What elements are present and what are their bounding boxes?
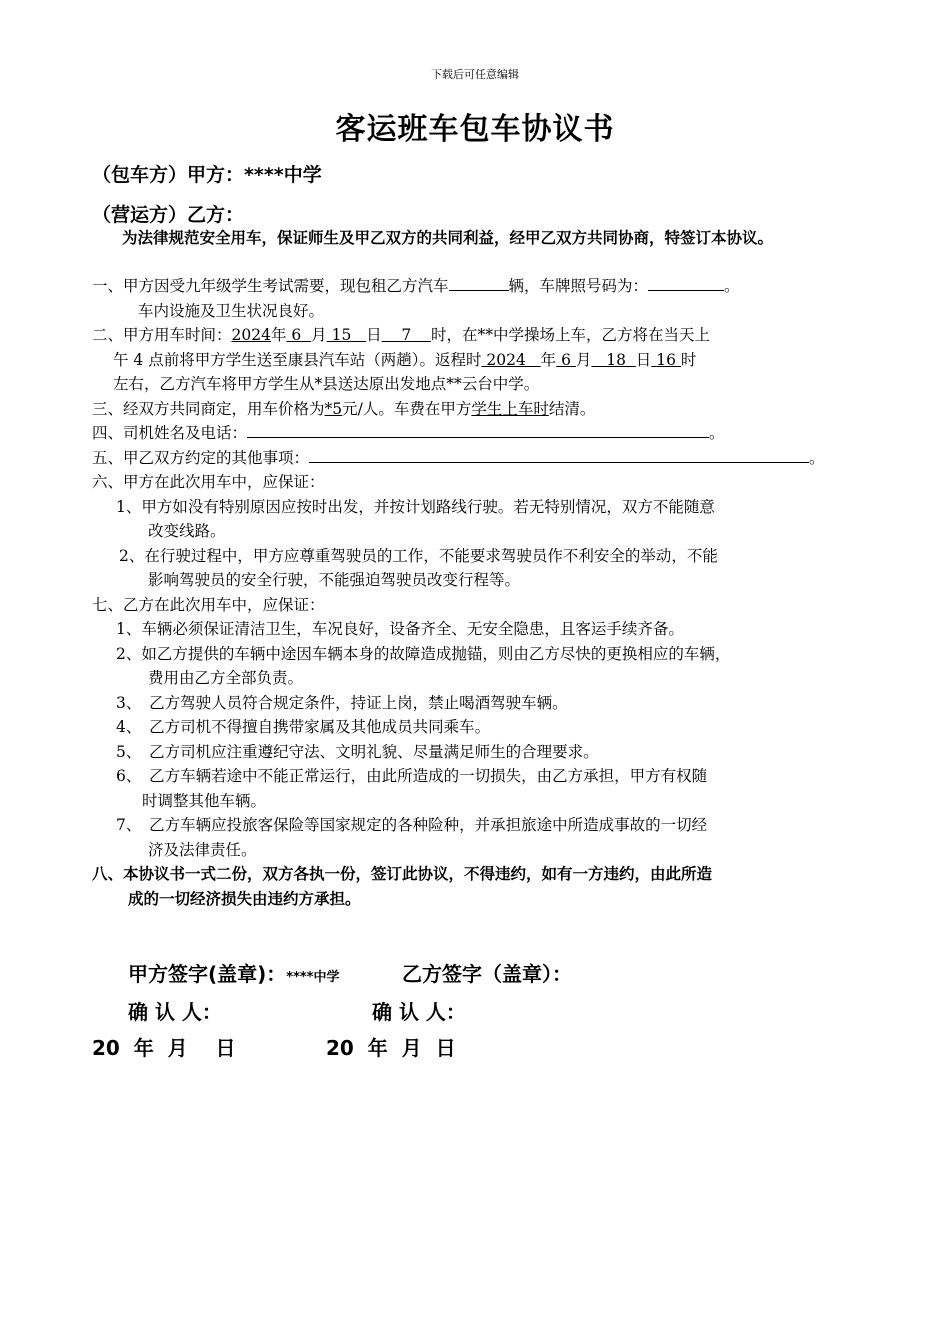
header-note: 下载后可任意编辑 (431, 68, 519, 81)
section-7-item-2: 2、如乙方提供的车辆中途因车辆本身的故障造成抛锚，则由乙方尽快的更换相应的车辆， (116, 644, 731, 663)
signature-a-label: 甲方签字(盖章)： (128, 962, 287, 986)
section-5: 五、甲乙双方约定的其他事项： 。 (92, 446, 882, 471)
return-year: 2024 (486, 350, 526, 369)
section-7-item-6: 6、 乙方车辆若途中不能正常运行，由此所造成的一切损失，由乙方承担，甲方有权随 (116, 767, 708, 785)
section-7-item-7-cont: 济及法律责任。 (148, 840, 257, 859)
section-6-item-2-cont: 影响驾驶员的安全行驶，不能强迫驾驶员改变行程等。 (148, 571, 521, 589)
confirm-person-a: 确 认 人： (128, 1000, 222, 1024)
other-terms-blank (309, 446, 809, 463)
confirm-person-b: 确 认 人： (372, 1000, 466, 1024)
signature-b-label: 乙方签字（盖章）： (402, 962, 572, 986)
section-7-item-1: 1、车辆必须保证清洁卫生，车况良好，设备齐全、无安全隐患，且客运手续齐备。 (116, 620, 684, 638)
section-6-item-2: 2、在行驶过程中，甲方应尊重驾驶员的工作，不能要求驾驶员作不利安全的举动，不能 (119, 546, 718, 565)
depart-day: 15 (331, 326, 352, 344)
section-7-item-3: 3、 乙方驾驶人员符合规定条件，持证上岗，禁止喝酒驾驶车辆。 (116, 693, 568, 712)
return-day: 18 (606, 350, 626, 369)
section-4: 四、司机姓名及电话： 。 (92, 421, 882, 446)
agreement-body (92, 274, 882, 911)
date-a: 20 年 月 日 (92, 1036, 236, 1060)
payment-time: 学生上车时 (471, 399, 549, 418)
section-6-head: 六、甲方在此次用车中，应保证： (92, 473, 325, 491)
section-8-cont: 成的一切经济损失由违约方承担。 (128, 889, 361, 908)
return-month: 6 (561, 350, 571, 369)
party-a: （包车方）甲方：****中学 (92, 164, 322, 186)
party-b: （营运方）乙方： (92, 204, 245, 226)
section-2-cont: 午 4 点前将甲方学生送至康县汽车站（两趟）。返程时 2024 年 6 月 18 日 16 时 (113, 350, 697, 369)
section-7-item-4: 4、 乙方司机不得擅自携带家属及其他成员共同乘车。 (116, 718, 491, 736)
signature-a (128, 958, 339, 987)
intro-paragraph: 为法律规范安全用车，保证师生及甲乙双方的共同利益，经甲乙双方共同协商，特签订本协议。 (122, 229, 774, 247)
depart-hour: 7 (401, 326, 412, 344)
vehicle-count-blank (449, 274, 509, 291)
section-7-item-5: 5、 乙方司机应注重遵纪守法、文明礼貌、尽量满足师生的合理要求。 (116, 742, 599, 761)
return-hour: 16 (656, 350, 676, 369)
section-1-cont: 车内设施及卫生状况良好。 (138, 301, 325, 320)
section-2: 二、甲方用车时间：2024年 6 月 15 日 7 时，在**中学操场上车，乙方将在当天上 (92, 326, 710, 344)
section-6-item-1-cont: 改变线路。 (148, 522, 226, 540)
signature-a-name: ****中学 (286, 970, 340, 985)
section-7-item-7: 7、 乙方车辆应投旅客保险等国家规定的各种险种，并承担旅途中所造成事故的一切经 (116, 816, 708, 834)
document-title: 客运班车包车协议书 (335, 112, 615, 147)
section-6-item-1: 1、甲方如没有特别原因应按时出发，并按计划路线行驶。若无特别情况，双方不能随意 (116, 497, 715, 516)
section-8: 八、本协议书一式二份，双方各执一份，签订此协议，不得违约，如有一方违约，由此所造 (92, 865, 713, 883)
section-7-head: 七、乙方在此次用车中，应保证： (92, 595, 325, 614)
section-7-item-6-cont: 时调整其他车辆。 (142, 791, 267, 810)
section-7-item-2-cont: 费用由乙方全部负责。 (148, 669, 304, 687)
plate-number-blank (648, 274, 724, 291)
section-1: 一、甲方因受九年级学生考试需要，现包租乙方汽车 辆，车牌照号码为： 。 (92, 274, 882, 299)
section-2-cont2: 左右，乙方汽车将甲方学生从*县送达原出发地点**云台中学。 (113, 375, 540, 393)
date-b: 20 年 月 日 (326, 1036, 456, 1060)
depart-month: 6 (291, 326, 302, 344)
driver-info-blank (247, 421, 709, 438)
depart-year: 2024 (231, 326, 271, 344)
section-3: 三、经双方共同商定，用车价格为*5元/人。车费在甲方学生上车时结清。 (92, 399, 596, 418)
price-value: *5 (324, 399, 343, 418)
